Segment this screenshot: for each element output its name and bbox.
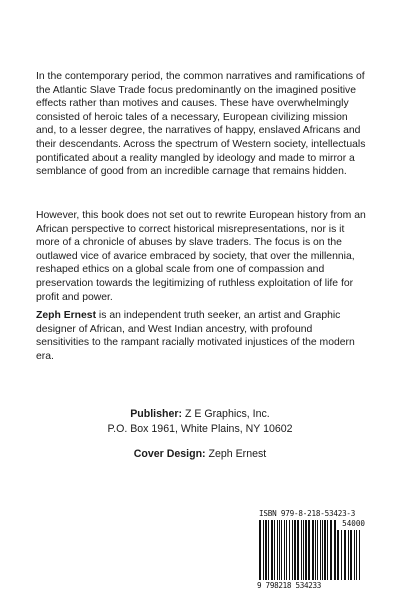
- ean-barcode-bars: [259, 520, 337, 580]
- publisher-address: P.O. Box 1961, White Plains, NY 10602: [107, 423, 293, 435]
- isbn-number: ISBN 979-8-218-53423-3: [259, 509, 356, 518]
- synopsis-paragraph-2: However, this book does not set out to rewrite European history from an African perspective to correct historical misrepresentations, nor is it more of a chronicle of abuses by slave traders. The focus is on the outlawed vice of avarice embraced by society, that over the millennia, reshaped ethics on a global scale from one of compassion and preservation towards the legitimizing of ruthless exploitation of life for profit and power.: [36, 210, 366, 303]
- isbn-barcode: [257, 509, 365, 591]
- author-bio-text: is an independent truth seeker, an artist and Graphic designer of African, and West Indian ancestry, with profound sensitivities to the rampant racially motivated injustices of the modern era.: [36, 310, 355, 362]
- publisher-name: Z E Graphics, Inc.: [182, 408, 270, 420]
- author-name: Zeph Ernest: [36, 310, 97, 321]
- cover-design-label: Cover Design:: [133, 448, 206, 460]
- cover-design-line: [0, 447, 400, 461]
- publisher-line: [0, 407, 400, 421]
- author-bio: [36, 309, 366, 363]
- publisher-label: Publisher:: [130, 408, 183, 420]
- price-code: 54000: [342, 519, 365, 528]
- ean-digits: 9 798218 534233: [257, 581, 322, 590]
- cover-design-name: Zeph Ernest: [205, 448, 267, 460]
- synopsis-paragraph-1: In the contemporary period, the common narratives and ramifications of the Atlantic Slave Trade focus predominantly on the imagined positive effects rather than motives and causes. These have overwhelmingly consisted of heroic tales of a necessary, European civilizing mission and, to a lesser degree, the narratives of happy, enslaved Africans and their descendants. Across the spectrum of Western society, intellectuals pontificated about a reality mangled by ideology and made to mirror a semblance of good from an incredible carnage that remains hidden.: [36, 71, 366, 178]
- price-barcode-bars: [337, 530, 363, 580]
